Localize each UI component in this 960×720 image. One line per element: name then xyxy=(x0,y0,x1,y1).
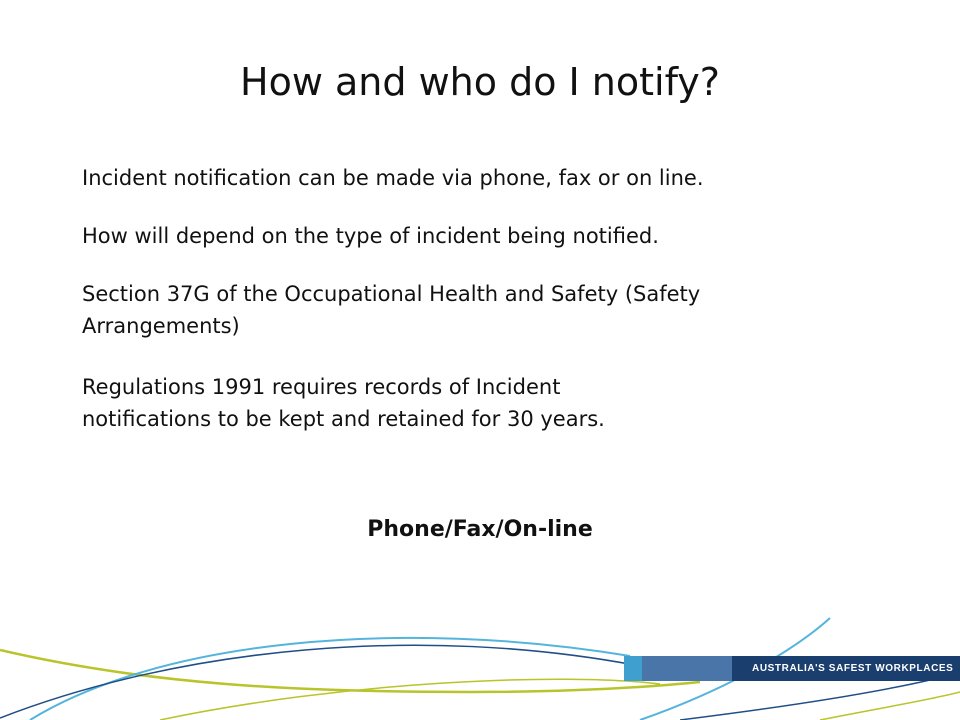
paragraph-section-37g-line-2: Arrangements) xyxy=(82,314,240,338)
swoosh-navy-line xyxy=(0,645,640,718)
paragraph-regulations xyxy=(82,371,892,435)
brand-banner-mid-segment xyxy=(642,656,732,681)
paragraph-incident-type: How will depend on the type of incident being notified. xyxy=(82,224,659,248)
swoosh-green-right-line xyxy=(820,692,960,720)
emphasis-text: Phone/Fax/On-line xyxy=(367,517,593,542)
paragraph-section-37g xyxy=(82,278,892,342)
slide-body xyxy=(82,162,892,435)
brand-banner xyxy=(624,656,960,681)
swoosh-green-line xyxy=(0,650,700,692)
brand-banner-text: AUSTRALIA'S SAFEST WORKPLACES xyxy=(752,663,954,674)
swoosh-navy-lower-line xyxy=(680,680,930,720)
paragraph-regulations-line-2: notifications to be kept and retained for 30 years. xyxy=(82,407,605,431)
paragraph-section-37g-line-1: Section 37G of the Occupational Health and Safety (Safety xyxy=(82,282,701,306)
paragraph-regulations-line-1: Regulations 1991 requires records of Incident xyxy=(82,375,561,399)
paragraph-notification-methods: Incident notification can be made via phone, fax or on line. xyxy=(82,166,704,190)
slide-title: How and who do I notify? xyxy=(240,60,720,104)
brand-banner-light-segment xyxy=(624,656,642,681)
